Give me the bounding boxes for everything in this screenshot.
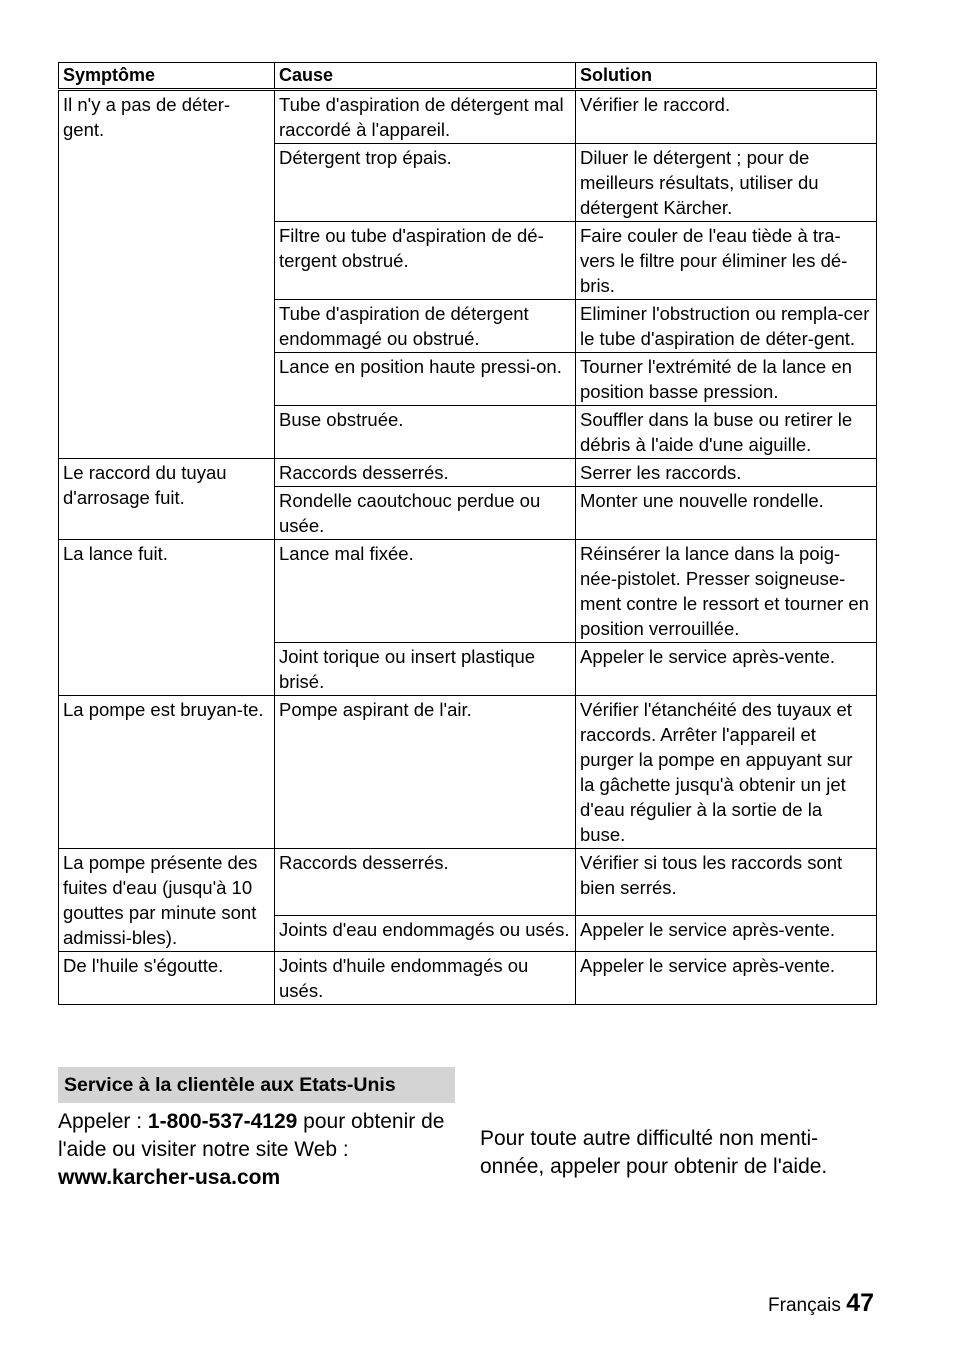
website-link[interactable]: www.karcher-usa.com <box>58 1166 281 1189</box>
call-suffix: pour obtenir de l'aide ou visiter notre site Web : <box>58 1110 445 1161</box>
page-number: 47 <box>846 1289 874 1317</box>
solution-cell: Faire couler de l'eau tiède à tra-vers le filtre pour éliminer les dé-bris. <box>576 222 877 300</box>
table-row <box>59 696 877 849</box>
phone-number: 1-800-537-4129 <box>147 1110 298 1133</box>
cause-cell: Tube d'aspiration de détergent mal raccordé à l'appareil. <box>275 90 576 144</box>
call-prefix: Appeler : <box>58 1110 148 1133</box>
header-solution: Solution <box>576 63 877 90</box>
other-issue-paragraph: Pour toute autre difficulté non menti-onnée, appeler pour obtenir de l'aide. <box>480 1127 828 1178</box>
table-row <box>59 540 877 643</box>
cause-cell: Rondelle caoutchouc perdue ou usée. <box>275 487 576 540</box>
solution-cell: Diluer le détergent ; pour de meilleurs résultats, utiliser du détergent Kärcher. <box>576 144 877 222</box>
cause-cell: Lance en position haute pressi-on. <box>275 353 576 406</box>
solution-cell: Vérifier l'étanchéité des tuyaux et raccords. Arrêter l'appareil et purger la pompe en appuyant sur la gâchette jusqu'à obtenir un jet d'eau régulier à la sortie de la buse. <box>576 696 877 849</box>
solution-cell: Souffler dans la buse ou retirer le débris à l'aide d'une aiguille. <box>576 406 877 459</box>
solution-cell: Eliminer l'obstruction ou rempla-cer le tube d'aspiration de déter-gent. <box>576 300 877 353</box>
symptom-cell: La lance fuit. <box>59 540 275 696</box>
symptom-cell: De l'huile s'égoutte. <box>59 952 275 1005</box>
symptom-cell: La pompe présente des fuites d'eau (jusqu'à 10 gouttes par minute sont admissi-bles). <box>59 849 275 952</box>
header-symptom: Symptôme <box>59 63 275 90</box>
symptom-cell: La pompe est bruyan-te. <box>59 696 275 849</box>
solution-cell: Vérifier le raccord. <box>576 90 877 144</box>
solution-cell: Appeler le service après-vente. <box>576 643 877 696</box>
page-footer <box>768 1289 874 1318</box>
symptom-cell: Il n'y a pas de déter-gent. <box>59 90 275 459</box>
cause-cell: Raccords desserrés. <box>275 849 576 916</box>
table-row <box>59 90 877 144</box>
table-row <box>59 849 877 916</box>
cause-cell: Joint torique ou insert plastique brisé. <box>275 643 576 696</box>
table-body <box>59 90 877 1005</box>
header-cause: Cause <box>275 63 576 90</box>
cause-cell: Lance mal fixée. <box>275 540 576 643</box>
cause-cell: Détergent trop épais. <box>275 144 576 222</box>
solution-cell: Réinsérer la lance dans la poig-née-pistolet. Presser soigneuse-ment contre le ressort et tourner en position verrouillée. <box>576 540 877 643</box>
table-row <box>59 459 877 487</box>
troubleshooting-table <box>58 62 877 1005</box>
table-header-row <box>59 63 877 90</box>
cause-cell: Buse obstruée. <box>275 406 576 459</box>
table-row <box>59 952 877 1005</box>
footer-language: Français <box>768 1295 841 1316</box>
cause-cell: Tube d'aspiration de détergent endommagé ou obstrué. <box>275 300 576 353</box>
section-title: Service à la clientèle aux Etats-Unis <box>58 1067 455 1103</box>
solution-cell: Appeler le service après-vente. <box>576 952 877 1005</box>
symptom-cell: Le raccord du tuyau d'arrosage fuit. <box>59 459 275 540</box>
cause-cell: Raccords desserrés. <box>275 459 576 487</box>
solution-cell: Monter une nouvelle rondelle. <box>576 487 877 540</box>
solution-cell: Tourner l'extrémité de la lance en position basse pression. <box>576 353 877 406</box>
cause-cell: Joints d'eau endommagés ou usés. <box>275 916 576 952</box>
solution-cell: Appeler le service après-vente. <box>576 916 877 952</box>
cause-cell: Pompe aspirant de l'air. <box>275 696 576 849</box>
solution-cell: Serrer les raccords. <box>576 459 877 487</box>
solution-cell: Vérifier si tous les raccords sont bien serrés. <box>576 849 877 916</box>
contact-paragraph <box>58 1108 458 1192</box>
cause-cell: Filtre ou tube d'aspiration de dé-tergent obstrué. <box>275 222 576 300</box>
cause-cell: Joints d'huile endommagés ou usés. <box>275 952 576 1005</box>
